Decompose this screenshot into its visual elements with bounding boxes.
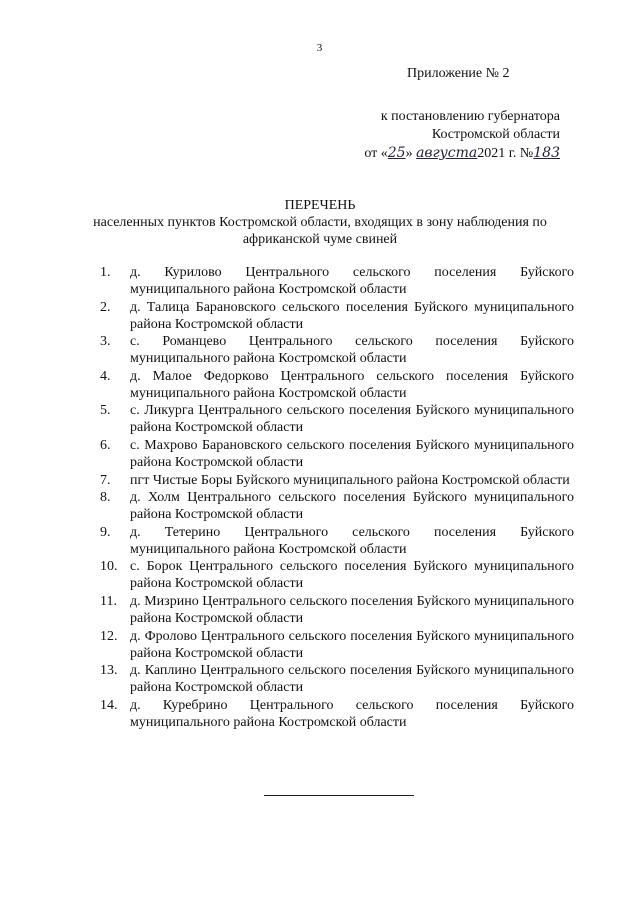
date-month-handwritten: августа [416,145,478,161]
settlement-list [100,264,574,731]
document-title-block [80,197,560,248]
list-item [100,264,574,298]
list-item [100,662,574,696]
list-item-text: с. Ликурга Центрального сельского поселения Буйского муниципального района Костромской области [130,403,574,436]
document-heading: ПЕРЕЧЕНЬ [284,198,356,213]
closing-rule [264,795,414,796]
list-item-number: 10. [100,559,118,575]
list-item-text: д. Каплино Центрального сельского поселения Буйского муниципального района Костромской области [130,663,574,696]
document-subtitle: населенных пунктов Костромской области, входящих в зону наблюдения по африканской чуме свиней [93,215,547,247]
list-item [100,628,574,662]
list-item-text: д. Тетерино Центрального сельского поселения Буйского муниципального района Костромской области [130,524,574,557]
list-item-text: с. Борок Центрального сельского поселения Буйского муниципального района Костромской области [130,559,574,592]
list-item [100,402,574,436]
list-item-number: 3. [100,334,111,350]
list-item-text: д. Куребрино Центрального сельского поселения Буйского муниципального района Костромской области [130,697,574,730]
resolution-date [340,144,560,163]
list-item-text: д. Фролово Центрального сельского поселения Буйского муниципального района Костромской области [130,628,574,661]
list-item-number: 5. [100,403,111,419]
list-item-number: 14. [100,697,118,713]
resolution-line-1: к постановлению губернатора [380,109,560,124]
date-prefix: от « [364,146,388,161]
list-item-number: 4. [100,368,111,384]
list-item-number: 2. [100,299,111,315]
list-item [100,558,574,592]
list-item [100,697,574,731]
list-item-number: 12. [100,628,118,644]
list-item-text: пгт Чистые Боры Буйского муниципального района Костромской области [130,472,570,488]
list-item-text: д. Малое Федорково Центрального сельского поселения Буйского муниципального района Костромской области [130,368,574,401]
list-item [100,333,574,367]
date-day-handwritten: 25 [387,145,406,161]
list-item [100,472,574,489]
list-item-number: 9. [100,524,111,540]
list-item-number: 7. [100,472,111,488]
list-item-number: 6. [100,437,111,453]
list-item [100,368,574,402]
list-item-number: 13. [100,663,118,679]
date-mid: » [405,146,417,161]
appendix-label: Приложение № 2 [407,66,510,81]
list-item-text: с. Махрово Барановского сельского поселения Буйского муниципального района Костромской области [130,437,574,470]
list-item-text: д. Талица Барановского сельского поселения Буйского муниципального района Костромской области [130,299,574,332]
date-year: 2021 г. № [477,146,534,161]
list-item-text: д. Мизрино Центрального сельского поселения Буйского муниципального района Костромской области [130,593,574,626]
list-item [100,489,574,523]
list-item-text: д. Курилово Центрального сельского поселения Буйского муниципального района Костромской области [130,265,574,297]
resolution-reference [340,108,560,163]
list-item [100,299,574,333]
resolution-line-2: Костромской области [431,127,560,142]
list-item-text: д. Холм Центрального сельского поселения Буйского муниципального района Костромской области [130,490,574,523]
list-item [100,524,574,558]
resolution-number-handwritten: 183 [533,145,560,161]
list-item [100,593,574,627]
list-item-number: 11. [100,593,117,609]
list-item-number: 8. [100,490,111,506]
page-number: 3 [316,42,323,54]
list-item [100,437,574,471]
list-item-text: с. Романцево Центрального сельского поселения Буйского муниципального района Костромской области [130,334,574,367]
list-item-number: 1. [100,265,111,280]
